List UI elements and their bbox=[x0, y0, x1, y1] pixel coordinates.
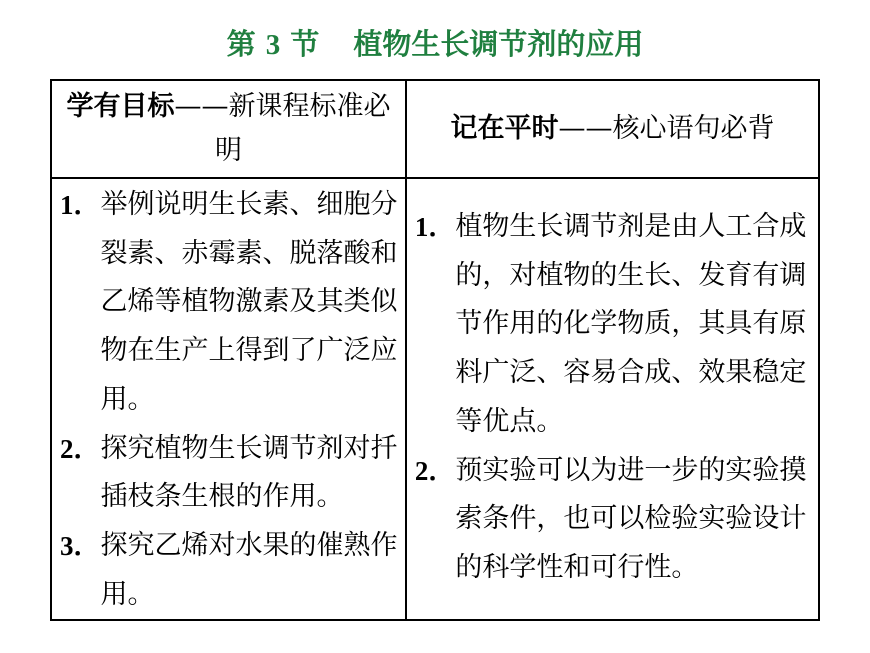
left-header-rest: ——新课程标准必明 bbox=[174, 91, 391, 166]
section-suffix: 节 bbox=[290, 27, 320, 61]
list-item bbox=[407, 203, 818, 447]
item-number: 2． bbox=[414, 455, 456, 486]
item-text: 探究植物生长调节剂对扦插枝条生根的作用。 bbox=[100, 432, 398, 513]
learning-goals-list bbox=[52, 179, 405, 619]
left-header-bold: 学有目标 bbox=[66, 91, 175, 122]
list-item bbox=[52, 522, 405, 619]
right-body-cell bbox=[406, 178, 819, 620]
list-item bbox=[407, 447, 818, 593]
item-number: 1． bbox=[414, 212, 456, 242]
list-item bbox=[52, 181, 405, 425]
section-number: 3 bbox=[265, 29, 281, 61]
left-header-cell bbox=[51, 80, 406, 178]
item-text: 举例说明生长素、细胞分裂素、赤霉素、脱落酸和乙烯等植物激素及其类似物在生产上得到了广泛应用。 bbox=[100, 189, 398, 415]
section-prefix: 第 bbox=[226, 27, 256, 61]
item-number: 1． bbox=[60, 190, 101, 220]
left-body-cell bbox=[51, 178, 406, 620]
item-text: 植物生长调节剂是由人工合成的，对植物的生长、发育有调节作用的化学物质，其具有原料广泛、容易合成、效果稳定等优点。 bbox=[455, 211, 807, 437]
page-title bbox=[0, 22, 870, 63]
right-header-cell bbox=[406, 80, 819, 178]
item-number: 2． bbox=[60, 433, 101, 464]
item-text: 预实验可以为进一步的实验摸索条件，也可以检验实验设计的科学性和可行性。 bbox=[455, 454, 807, 583]
item-number: 3． bbox=[60, 530, 101, 561]
item-text: 探究乙烯对水果的催熟作用。 bbox=[100, 529, 398, 610]
list-item bbox=[52, 425, 405, 522]
section-name: 植物生长调节剂的应用 bbox=[353, 27, 644, 61]
right-header-rest: ——核心语句必背 bbox=[558, 113, 775, 144]
right-header-bold: 记在平时 bbox=[450, 113, 559, 144]
content-table bbox=[50, 79, 820, 621]
key-points-list bbox=[407, 179, 818, 593]
